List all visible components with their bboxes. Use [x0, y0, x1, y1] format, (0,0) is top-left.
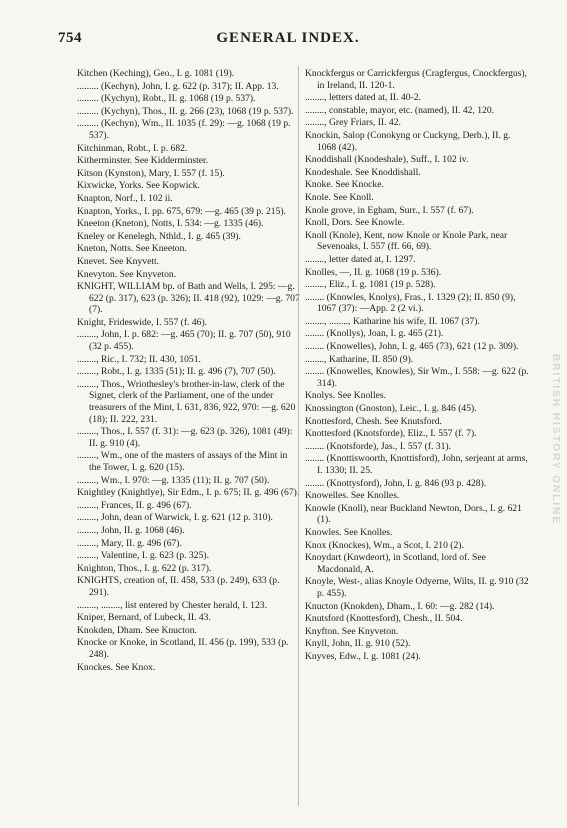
index-entry: ........, Robt., I. g. 1335 (51); II. g. 496 (7), 707 (50). [77, 366, 276, 378]
index-entry: ........ (Knottysford), John, I. g. 846 (93 p. 428). [305, 477, 487, 489]
index-entry: ........ (Knowelles, Knowles), Sir Wm., I. 558: —g. 622 (p. 314). [305, 366, 529, 389]
index-entry: Knevyton. See Knyveton. [77, 268, 177, 280]
index-entry: ......... (Kychyn), Thos., II. g. 266 (23), 1068 (19 p. 537). [77, 105, 294, 117]
index-entry: ........, John, dean of Warwick, I. g. 621 (12 p. 310). [77, 512, 273, 524]
index-entry: ........, letters dated at, II. 40-2. [305, 92, 421, 104]
running-title: GENERAL INDEX. [216, 30, 360, 46]
index-entry: Knockfergus or Carrickfergus (Cragfergus, Cnockfergus), in Ireland, II. 120-1. [305, 68, 528, 91]
index-entry: Knucton (Knokden), Dham., I. 60: —g. 282 (14). [305, 600, 495, 612]
index-entry: Knodeshale. See Knoddishall. [305, 166, 421, 178]
index-entry: ........, John, II. g. 1068 (46). [77, 524, 185, 536]
index-entry: Knottesford (Knotsforde), Eliz., I. 557 (f. 7). [305, 428, 477, 440]
index-entry: Knapton, Yorks., I. pp. 675, 679: —g. 465 (39 p. 215). [77, 205, 286, 217]
index-entry: Kixwicke, Yorks. See Kopwick. [77, 180, 200, 192]
index-entry: Kneton, Notts. See Kneeton. [77, 243, 187, 255]
index-entry: Knossington (Gnoston), Leic., I. g. 846 (45). [305, 403, 477, 415]
index-entry: ........, Thos., I. 557 (f. 31): —g. 623 (p. 326), 1081 (49): II. g. 910 (4). [77, 426, 293, 449]
watermark: BRITISH HISTORY ONLINE [550, 354, 561, 526]
index-entry: Knoddishall (Knodeshale), Suff., I. 102 iv. [305, 154, 469, 166]
index-entry: Kniper, Bernard, of Lubeck, II. 43. [77, 612, 211, 624]
index-entry: ........, Mary, II. g. 496 (67). [77, 537, 182, 549]
index-entry: ........, ........, Katharine his wife, II. 1067 (37). [305, 315, 480, 327]
index-entry: Knoll (Knole), Kent, now Knole or Knole Park, near Sevenoaks, I. 557 (ff. 66, 69). [305, 229, 508, 253]
index-entry: Knowelles. See Knolles. [305, 490, 400, 502]
page-header [58, 30, 518, 52]
index-entry: Knottesford, Chesh. See Knutsford. [305, 415, 442, 427]
index-entry: Knockin, Salop (Conokyng or Cuckyng, Derb.), II. g. 1068 (42). [305, 129, 511, 153]
index-entry: ........ (Knowles, Knolys), Fras., I. 1329 (2); II. 850 (9), 1067 (37): —App. 2 (2 vi.). [305, 291, 516, 315]
index-entry: Knighton, Thos., I. g. 622 (p. 317). [77, 562, 212, 574]
index-entry: ........, Thos., Wriothesley's brother-in-law, clerk of the Signet, clerk of the Parliament, one of the under treasurers of the Mint, I. 631, 836, 922, 970: —g. 620 (18); II. 222, 231. [77, 378, 296, 425]
index-entry: ........, Ric., I. 732; II. 430, 1051. [77, 353, 201, 365]
index-entry: Knolles, —, II. g. 1068 (19 p. 536). [305, 266, 442, 278]
index-entry: Knox (Knockes), Wm., a Scot, I. 210 (2). [305, 539, 464, 551]
index-entry: ........, John, I. p. 682: —g. 465 (70); II. g. 707 (50), 910 (32 p. 455). [77, 329, 291, 353]
index-entry: ........, Wm., one of the masters of assays of the Mint in the Tower, I. g. 620 (15). [77, 450, 288, 473]
index-entry: ......... (Kychyn), Robt., II. g. 1068 (19 p. 537). [77, 93, 256, 105]
column-divider [298, 66, 299, 806]
index-entry: KNIGHTS, creation of, II. 458, 533 (p. 249), 633 (p. 291). [77, 575, 280, 598]
index-entry: Knutsford (Knottesford), Chesh., II. 504. [305, 613, 463, 625]
index-entry: Kitson (Kynston), Mary, I. 557 (f. 15). [77, 167, 225, 179]
index-entry: ......... (Kechyn), John, I. g. 622 (p. 317); II. App. 13. [77, 80, 279, 92]
index-entry: Knyfton. See Knyveton. [305, 625, 399, 637]
index-entry: Kneley or Kenelegh, Nthld., I. g. 465 (39). [77, 230, 241, 242]
index-entry: Knockes. See Knox. [77, 661, 156, 673]
index-entry: ........, Grey Friars, II. 42. [305, 117, 401, 129]
index-entry: Knevet. See Knyvett. [77, 255, 160, 267]
index-entry: ........, ........, list entered by Chester herald, I. 123. [77, 599, 267, 611]
index-entry: ........ (Knollys), Joan, I. g. 465 (21). [305, 328, 444, 340]
index-entry: Knapton, Norf., I. 102 ii. [77, 192, 173, 204]
index-entry: ......... (Kechyn), Wm., II. 1035 (f. 29): —g. 1068 (19 p. 537). [77, 118, 291, 141]
index-entry: ........, letter dated at, I. 1297. [305, 253, 416, 265]
index-entry: ........ (Knowelles), John, I. g. 465 (73), 621 (12 p. 309). [305, 341, 519, 353]
index-entry: Kitchinman, Robt., I. p. 682. [77, 142, 188, 154]
index-entry: Knyll, John, II. g. 910 (52). [305, 638, 411, 650]
index-entry: Knight, Frideswide, I. 557 (f. 46). [77, 316, 208, 328]
index-entry: Knowles. See Knolles. [305, 526, 393, 538]
index-entry: ........, Eliz., I. g. 1081 (19 p. 528). [305, 279, 436, 291]
index-column-right [305, 68, 529, 664]
index-entry: Knightley (Knightlye), Sir Edm., I. p. 675; II. g. 496 (67). [77, 487, 300, 499]
index-entry: Knolys. See Knolles. [305, 390, 387, 402]
index-entry: Knoll, Dors. See Knowle. [305, 217, 405, 229]
page-number: 754 [58, 30, 82, 46]
index-entry: Knowle (Knoll), near Buckland Newton, Dors., I. g. 621 (1). [305, 502, 522, 526]
index-entry: Knocke or Knoke, in Scotland, II. 456 (p. 199), 533 (p. 248). [77, 637, 289, 660]
index-entry: ........, Valentine, I. g. 623 (p. 325). [77, 550, 209, 562]
index-entry: ........, Frances, II. g. 496 (67). [77, 499, 192, 511]
index-entry: ........, constable, mayor, etc. (named), II. 42, 120. [305, 104, 495, 116]
index-entry: Knole. See Knoll. [305, 191, 374, 203]
index-entry: Knoydart (Knwdeort), in Scotland, lord of. See Macdonald, A. [305, 552, 486, 575]
index-entry: ........, Katharine, II. 850 (9). [305, 353, 414, 365]
index-entry: Knoke. See Knocke. [305, 179, 384, 191]
index-entry: ........ (Knottiswoorth, Knottisford), John, serjeant at arms, I. 1330; II. 25. [305, 453, 528, 476]
index-entry: Kneeton (Kneton), Notts, I. 534: —g. 1335 (46). [77, 218, 264, 230]
index-entry: Kitherminster. See Kidderminster. [77, 155, 209, 167]
index-entry: ........ (Knotsforde), Jas., I. 557 (f. 31). [305, 440, 452, 452]
index-entry: Knole grove, in Egham, Surr., I. 557 (f. 67). [305, 204, 474, 216]
index-entry: Knoyle, West-, alias Knoyle Odyerne, Wilts, II. g. 910 (32 p. 455). [305, 576, 529, 599]
index-entry: Knyves, Edw., I. g. 1081 (24). [305, 650, 421, 662]
index-entry: KNIGHT, WILLIAM bp. of Bath and Wells, I. 295: —g. 622 (p. 317), 623 (p. 326); II. 418 (92), 1029: —g. 707 (7). [77, 281, 300, 316]
index-column-left [77, 68, 301, 674]
index-entry: ........, Wm., I. 970: —g. 1335 (11); II. g. 707 (50). [77, 474, 270, 486]
index-entry: Kitchen (Keching), Geo., I. g. 1081 (19). [77, 68, 235, 79]
index-entry: Knokden, Dham. See Knucton. [77, 624, 197, 636]
